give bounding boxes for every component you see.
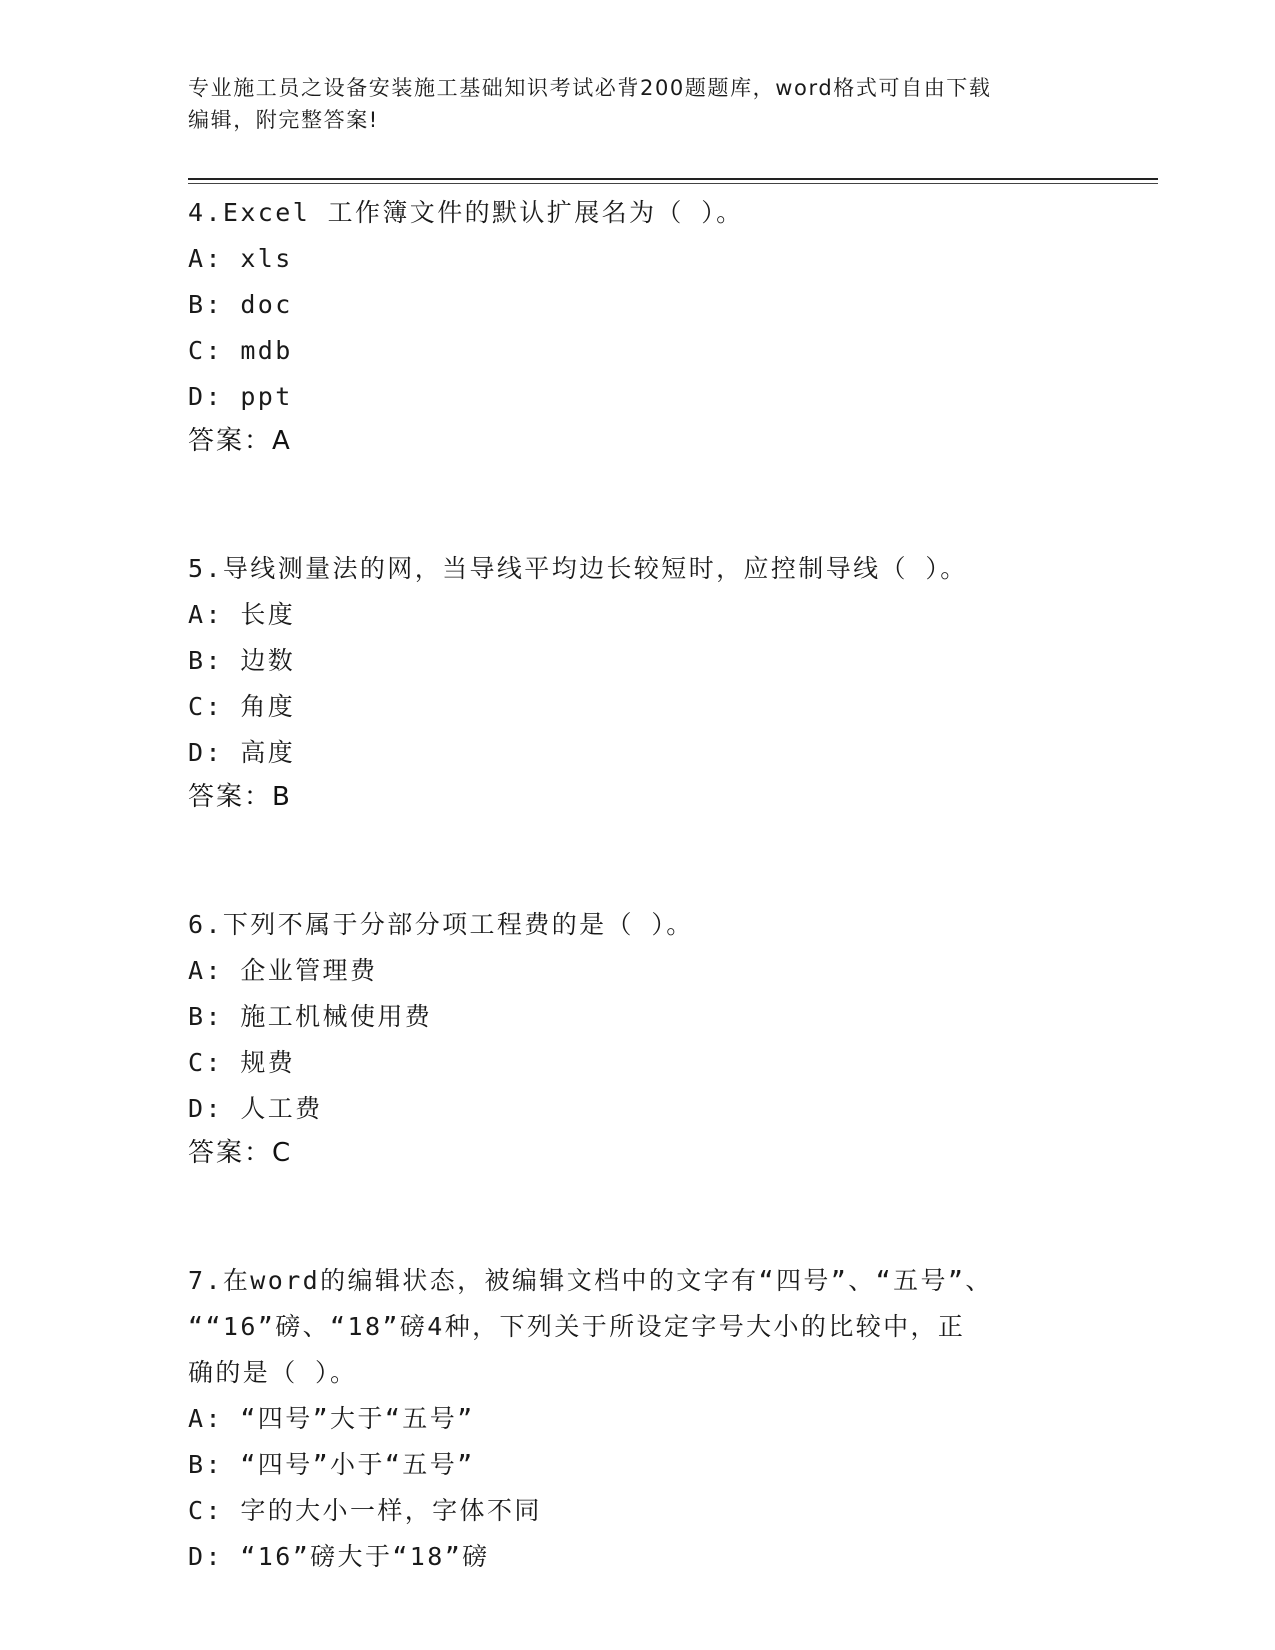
question-spacer <box>188 1174 1088 1258</box>
question-4-option-b: B: doc <box>188 290 293 319</box>
question-5-option-c: C: 角度 <box>188 692 296 721</box>
question-7-option-a: A: “四号”大于“五号” <box>188 1404 475 1433</box>
question-6-option-a: A: 企业管理费 <box>188 956 378 985</box>
question-6-option-d: D: 人工费 <box>188 1094 323 1123</box>
header-title-line-1: 专业施工员之设备安装施工基础知识考试必背200题题库，word格式可自由下载 <box>188 76 992 100</box>
question-7-text-line-2: ““16”磅、“18”磅4种，下列关于所设定字号大小的比较中，正 <box>188 1312 966 1341</box>
question-7-text-line-3: 确的是（ ）。 <box>188 1358 358 1387</box>
document-header <box>188 72 1088 136</box>
question-4-text: 4.Excel 工作簿文件的默认扩展名为（ ）。 <box>188 198 744 227</box>
question-6 <box>188 902 1088 1174</box>
question-spacer <box>188 818 1088 902</box>
header-divider-thin <box>188 183 1158 184</box>
header-title-line-2: 编辑，附完整答案! <box>188 108 379 132</box>
question-7-option-c: C: 字的大小一样，字体不同 <box>188 1496 542 1525</box>
question-7-option-b: B: “四号”小于“五号” <box>188 1450 475 1479</box>
question-4-option-d: D: ppt <box>188 382 293 411</box>
question-5-text: 5.导线测量法的网，当导线平均边长较短时，应控制导线（ ）。 <box>188 554 968 583</box>
question-6-option-c: C: 规费 <box>188 1048 296 1077</box>
question-6-option-b: B: 施工机械使用费 <box>188 1002 433 1031</box>
question-4 <box>188 190 1088 462</box>
question-5-option-b: B: 边数 <box>188 646 296 675</box>
question-spacer <box>188 462 1088 546</box>
question-list <box>188 190 1088 1580</box>
question-5 <box>188 546 1088 818</box>
question-4-option-c: C: mdb <box>188 336 293 365</box>
question-7-option-d: D: “16”磅大于“18”磅 <box>188 1542 490 1571</box>
question-5-option-a: A: 长度 <box>188 600 296 629</box>
header-divider-thick <box>188 178 1158 180</box>
question-6-text: 6.下列不属于分部分项工程费的是（ ）。 <box>188 910 694 939</box>
question-6-answer: 答案：C <box>188 1138 293 1168</box>
question-5-answer: 答案：B <box>188 782 292 812</box>
question-5-option-d: D: 高度 <box>188 738 296 767</box>
question-4-option-a: A: xls <box>188 244 293 273</box>
question-4-answer: 答案：A <box>188 426 292 456</box>
question-7-text-line-1: 7.在word的编辑状态，被编辑文档中的文字有“四号”、“五号”、 <box>188 1266 993 1295</box>
question-7 <box>188 1258 1088 1580</box>
